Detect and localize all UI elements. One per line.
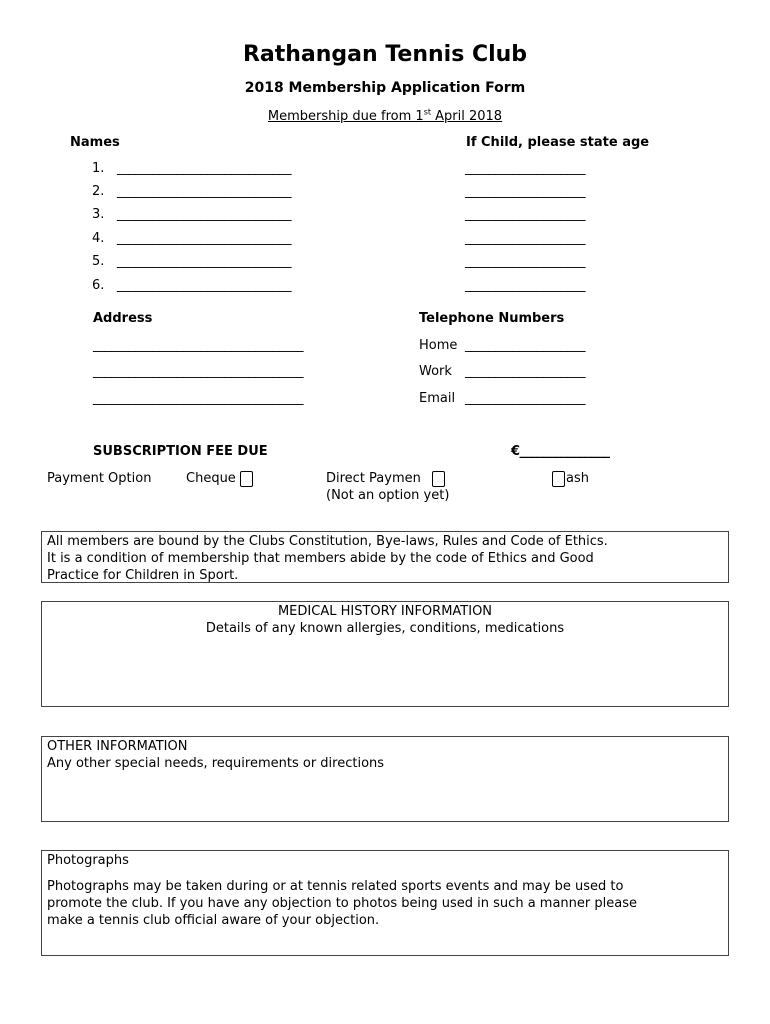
email-field[interactable]: ____________________ <box>465 391 585 406</box>
name-number-2: 2. <box>92 184 105 199</box>
email-label: Email <box>419 391 456 406</box>
other-subtitle: Any other special needs, requirements or directions <box>47 756 385 771</box>
work-phone-field[interactable]: ____________________ <box>465 364 585 379</box>
home-phone-field[interactable]: ____________________ <box>465 338 585 353</box>
age-field-4[interactable]: ____________________ <box>465 231 585 246</box>
due-prefix: Membership due from 1 <box>267 109 424 125</box>
name-number-5: 5. <box>92 254 105 269</box>
name-field-4[interactable]: _____________________________ <box>117 231 291 246</box>
form-subtitle: 2018 Membership Application Form <box>244 80 526 96</box>
work-phone-label: Work <box>419 364 452 379</box>
telephone-heading: Telephone Numbers <box>419 311 565 326</box>
direct-payment-label: Direct Paymen <box>326 471 421 486</box>
address-heading: Address <box>93 311 153 326</box>
rules-line-2: It is a condition of membership that members abide by the code of Ethics and Good <box>47 551 594 566</box>
name-field-3[interactable]: _____________________________ <box>117 207 291 222</box>
name-field-5[interactable]: _____________________________ <box>117 254 291 269</box>
age-field-5[interactable]: ____________________ <box>465 254 585 269</box>
direct-payment-checkbox[interactable] <box>432 471 445 487</box>
rules-line-3: Practice for Children in Sport. <box>47 568 239 583</box>
direct-payment-note: (Not an option yet) <box>326 488 450 503</box>
address-line-2[interactable]: ___________________________________ <box>93 364 303 379</box>
child-age-heading: If Child, please state age <box>466 135 650 150</box>
medical-history-box[interactable] <box>41 601 729 707</box>
due-superscript: st <box>423 108 431 117</box>
name-number-1: 1. <box>92 161 105 176</box>
medical-title: MEDICAL HISTORY INFORMATION <box>277 604 493 619</box>
names-heading: Names <box>70 135 120 150</box>
age-field-2[interactable]: ____________________ <box>465 184 585 199</box>
rules-line-1: All members are bound by the Clubs Constitution, Bye-laws, Rules and Code of Ethics. <box>47 534 608 549</box>
payment-option-label: Payment Option <box>47 471 152 486</box>
medical-subtitle: Details of any known allergies, conditions, medications <box>205 621 565 636</box>
age-field-6[interactable]: ____________________ <box>465 278 585 293</box>
name-number-4: 4. <box>92 231 105 246</box>
photo-title: Photographs <box>47 853 129 868</box>
home-phone-label: Home <box>419 338 458 353</box>
cash-label: ash <box>566 471 589 486</box>
photo-line-1: Photographs may be taken during or at tennis related sports events and may be used to <box>47 879 624 894</box>
age-field-3[interactable]: ____________________ <box>465 207 585 222</box>
photographs-box <box>41 850 729 956</box>
age-field-1[interactable]: ____________________ <box>465 161 585 176</box>
name-field-2[interactable]: _____________________________ <box>117 184 291 199</box>
cheque-label: Cheque <box>186 471 236 486</box>
address-line-1[interactable]: ___________________________________ <box>93 338 303 353</box>
name-field-6[interactable]: _____________________________ <box>117 278 291 293</box>
cash-checkbox[interactable] <box>552 471 565 487</box>
other-information-box[interactable] <box>41 736 729 822</box>
photo-line-2: promote the club. If you have any objection to photos being used in such a manner please <box>47 896 637 911</box>
address-line-3[interactable]: ___________________________________ <box>93 391 303 406</box>
page-title: Rathangan Tennis Club <box>242 42 528 67</box>
rules-box <box>41 531 729 583</box>
membership-due-note <box>0 108 770 124</box>
subscription-amount-field[interactable]: €_______________ <box>511 444 610 459</box>
name-number-6: 6. <box>92 278 105 293</box>
cheque-checkbox[interactable] <box>240 471 253 487</box>
due-suffix: April 2018 <box>431 109 503 125</box>
subscription-label: SUBSCRIPTION FEE DUE <box>93 444 268 459</box>
other-title: OTHER INFORMATION <box>47 739 188 754</box>
name-field-1[interactable]: _____________________________ <box>117 161 291 176</box>
photo-line-3: make a tennis club official aware of your objection. <box>47 913 380 928</box>
name-number-3: 3. <box>92 207 105 222</box>
